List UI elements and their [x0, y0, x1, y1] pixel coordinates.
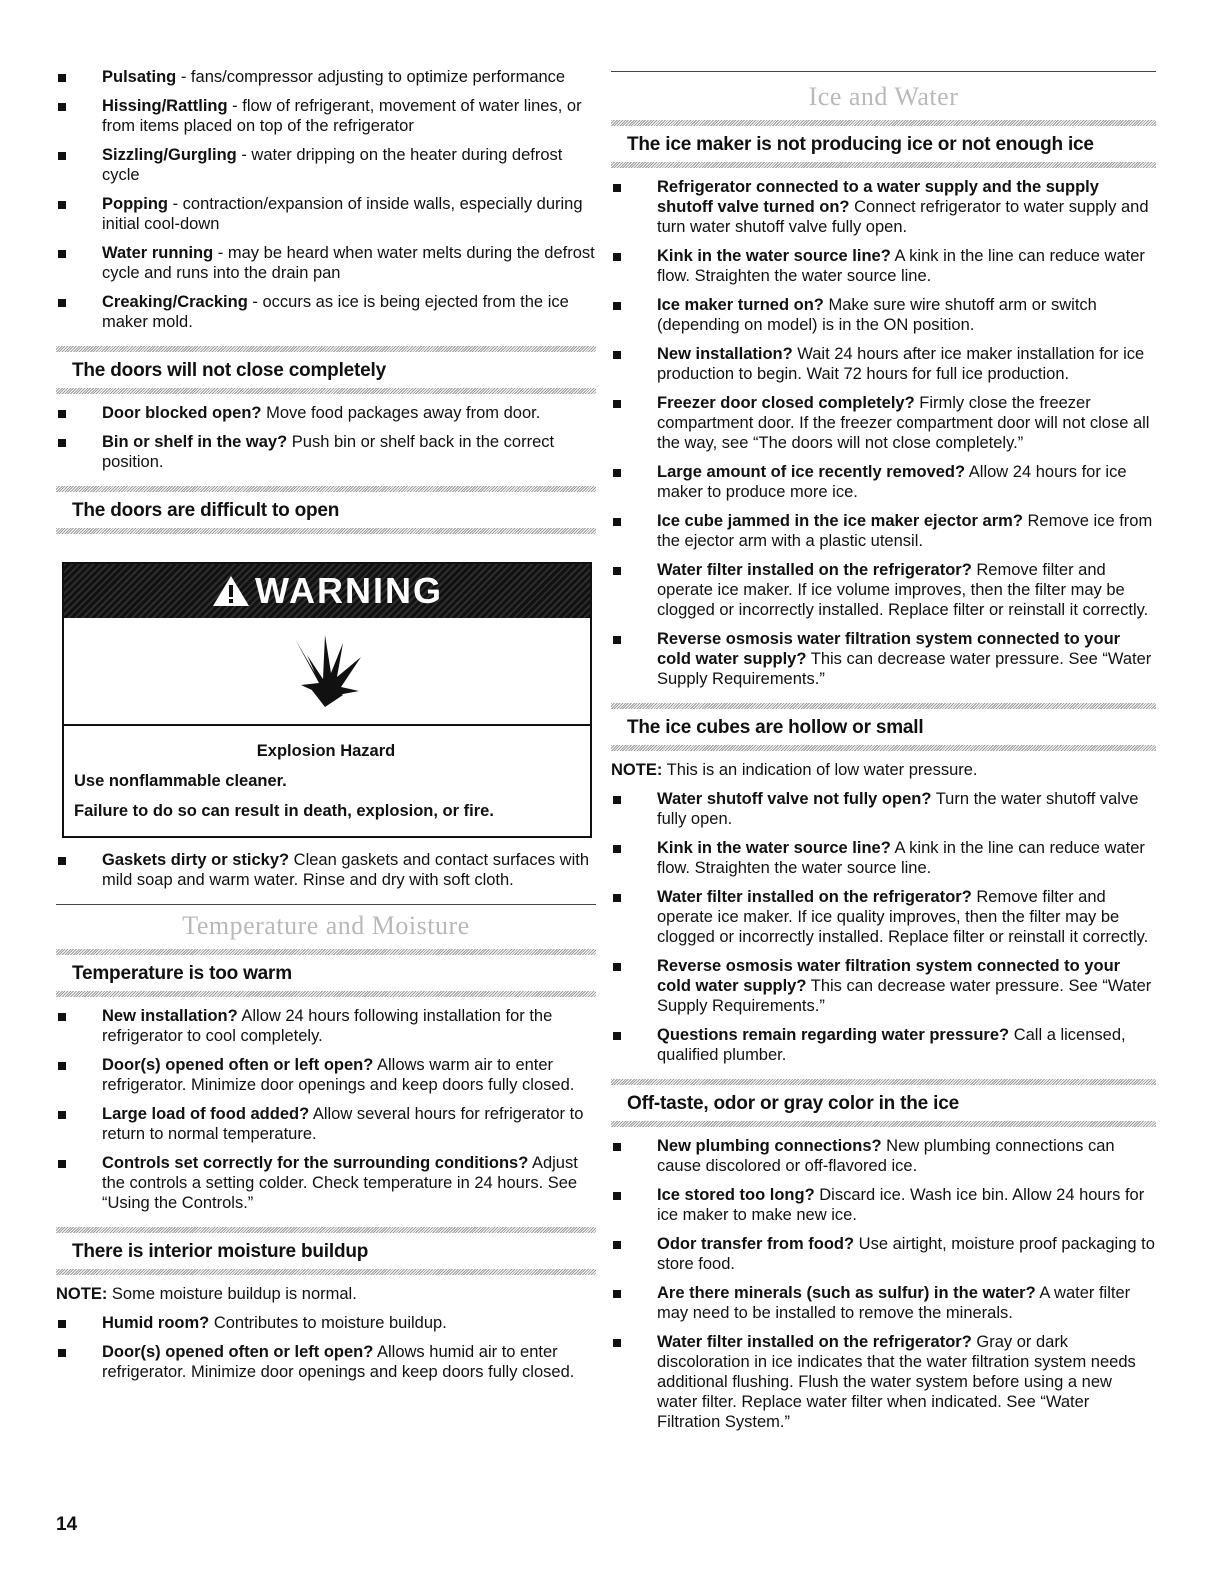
section-heading: Temperature is too warm — [72, 963, 292, 984]
bullet-icon — [58, 74, 66, 82]
bullet-icon — [613, 253, 621, 261]
item-question: Are there minerals (such as sulfur) in the water? — [657, 1284, 1036, 1302]
item-answer: - contraction/expansion of inside walls, especially during initial cool-down — [102, 195, 583, 233]
bullet-icon — [613, 1143, 621, 1151]
bullet-icon — [58, 103, 66, 111]
section-heading: Off-taste, odor or gray color in the ice — [627, 1093, 959, 1114]
warning-body — [64, 726, 590, 836]
section-heading: The doors are difficult to open — [72, 500, 340, 521]
list-item — [611, 295, 1156, 335]
item-question: Door(s) opened often or left open? — [102, 1056, 374, 1074]
list-item — [611, 629, 1156, 689]
doors-open-list — [56, 850, 596, 890]
item-question: Questions remain regarding water pressure? — [657, 1026, 1010, 1044]
list-item — [56, 1104, 596, 1144]
bullet-icon — [58, 1320, 66, 1328]
item-question: Humid room? — [102, 1314, 210, 1332]
not-producing-list — [611, 177, 1156, 689]
section-header-not-producing — [611, 120, 1156, 168]
item-question: Reverse osmosis water filtration system connected to your cold water supply? — [657, 957, 1121, 995]
list-item — [56, 1006, 596, 1046]
right-column — [611, 71, 1156, 1441]
section-header-doors-open — [56, 486, 596, 534]
item-answer: Allows warm air to enter refrigerator. Minimize door openings and keep doors fully closed. — [102, 1056, 575, 1094]
note-label: NOTE: — [611, 761, 663, 779]
list-item — [611, 177, 1156, 237]
bullet-icon — [58, 439, 66, 447]
section-header-off-taste — [611, 1079, 1156, 1127]
bullet-icon — [58, 1062, 66, 1070]
bullet-icon — [613, 636, 621, 644]
hollow-note — [611, 760, 1156, 780]
list-item — [56, 1313, 596, 1333]
list-item — [56, 1055, 596, 1095]
item-question: Controls set correctly for the surrounding conditions? — [102, 1154, 529, 1172]
noise-list — [56, 67, 596, 332]
item-answer: - may be heard when water melts during the defrost cycle and runs into the drain pan — [102, 244, 595, 282]
item-answer: Firmly close the freezer compartment door. If the freezer compartment door will not close all the way, see “The doors will not close completely.” — [657, 394, 1150, 452]
item-question: Popping — [102, 195, 168, 213]
item-answer: Gray or dark discoloration in ice indicates that the water filtration system needs additional flushing. Flush the water system before using a new water filter. Replace water filter when indicated. See “Water Filtration System.” — [657, 1333, 1136, 1431]
item-answer: Connect refrigerator to water supply and turn water shutoff valve fully open. — [657, 198, 1149, 236]
section-title-ice-water: Ice and Water — [808, 82, 959, 111]
moisture-list — [56, 1313, 596, 1382]
section-header-hollow — [611, 703, 1156, 751]
item-answer: - fans/compressor adjusting to optimize performance — [176, 68, 566, 86]
list-item — [56, 1153, 596, 1213]
list-item — [56, 432, 596, 472]
item-question: Pulsating — [102, 68, 177, 86]
note-label: NOTE: — [56, 1285, 108, 1303]
item-answer: - flow of refrigerant, movement of water lines, or from items placed on top of the refrigerator — [102, 97, 582, 135]
bullet-icon — [58, 1349, 66, 1357]
bullet-icon — [58, 1013, 66, 1021]
item-question: Gaskets dirty or sticky? — [102, 851, 290, 869]
moisture-note — [56, 1284, 596, 1304]
item-question: Sizzling/Gurgling — [102, 146, 237, 164]
item-question: Water filter installed on the refrigerator? — [657, 888, 972, 906]
item-answer: Call a licensed, qualified plumber. — [657, 1026, 1126, 1064]
section-header-too-warm — [56, 949, 596, 997]
warning-banner — [64, 564, 590, 618]
item-answer: Push bin or shelf back in the correct position. — [102, 433, 555, 471]
item-question: Hissing/Rattling — [102, 97, 228, 115]
warning-title: WARNING — [255, 570, 443, 611]
list-item — [611, 1283, 1156, 1323]
page-number: 14 — [56, 1514, 78, 1535]
explosion-hazard-icon — [64, 618, 590, 726]
item-question: Reverse osmosis water filtration system connected to your cold water supply? — [657, 630, 1121, 668]
section-heading: The ice cubes are hollow or small — [627, 717, 924, 738]
item-question: Water shutoff valve not fully open? — [657, 790, 932, 808]
item-question: Ice stored too long? — [657, 1186, 815, 1204]
list-item — [611, 462, 1156, 502]
item-answer: Make sure wire shutoff arm or switch (depending on model) is in the ON position. — [657, 296, 1097, 334]
bullet-icon — [58, 1111, 66, 1119]
list-item — [56, 194, 596, 234]
list-item — [611, 956, 1156, 1016]
item-question: Kink in the water source line? — [657, 839, 891, 857]
item-answer: Adjust the controls a setting colder. Check temperature in 24 hours. See “Using the Controls.” — [102, 1154, 578, 1212]
item-question: Door(s) opened often or left open? — [102, 1343, 374, 1361]
list-item — [56, 850, 596, 890]
bullet-icon — [613, 1032, 621, 1040]
item-answer: Wait 24 hours after ice maker installation for ice production to begin. Wait 72 hours for full ice production. — [657, 345, 1145, 383]
item-answer: - occurs as ice is being ejected from the ice maker mold. — [102, 293, 569, 331]
item-answer: Remove filter and operate ice maker. If ice volume improves, then the filter may be clogged or incorrectly installed. Replace filter or reinstall it correctly. — [657, 561, 1149, 619]
bullet-icon — [613, 1290, 621, 1298]
bullet-icon — [613, 796, 621, 804]
list-item — [56, 403, 596, 423]
bullet-icon — [613, 1241, 621, 1249]
section-header-doors-close — [56, 346, 596, 394]
item-answer: This can decrease water pressure. See “Water Supply Requirements.” — [657, 977, 1152, 1015]
bullet-icon — [613, 1192, 621, 1200]
item-answer: A water filter may need to be installed to remove the minerals. — [657, 1284, 1131, 1322]
section-heading: The ice maker is not producing ice or not enough ice — [627, 134, 1094, 155]
too-warm-list — [56, 1006, 596, 1213]
note-text: This is an indication of low water pressure. — [662, 761, 978, 779]
bullet-icon — [613, 1339, 621, 1347]
item-answer: Allow 24 hours for ice maker to produce more ice. — [657, 463, 1127, 501]
item-answer: This can decrease water pressure. See “Water Supply Requirements.” — [657, 650, 1152, 688]
list-item — [611, 560, 1156, 620]
item-answer: Move food packages away from door. — [261, 404, 541, 422]
item-question: Ice cube jammed in the ice maker ejector arm? — [657, 512, 1023, 530]
list-item — [56, 1342, 596, 1382]
item-answer: Turn the water shutoff valve fully open. — [657, 790, 1139, 828]
section-title-temperature: Temperature and Moisture — [182, 911, 470, 940]
warning-box — [62, 562, 592, 838]
list-item — [56, 145, 596, 185]
list-item — [611, 393, 1156, 453]
bullet-icon — [613, 351, 621, 359]
bullet-icon — [613, 518, 621, 526]
bullet-icon — [613, 894, 621, 902]
item-answer: Use airtight, moisture proof packaging to store food. — [657, 1235, 1155, 1273]
warning-consequence: Failure to do so can result in death, explosion, or fire. — [74, 802, 494, 820]
list-item — [611, 511, 1156, 551]
list-item — [56, 67, 596, 87]
warning-instruction: Use nonflammable cleaner. — [74, 772, 287, 790]
list-item — [611, 838, 1156, 878]
item-question: New installation? — [657, 345, 793, 363]
item-question: Door blocked open? — [102, 404, 262, 422]
bullet-icon — [58, 250, 66, 258]
left-column — [56, 67, 596, 1391]
item-question: Refrigerator connected to a water supply and the supply shutoff valve turned on? — [657, 178, 1099, 216]
bullet-icon — [58, 1160, 66, 1168]
hazard-title: Explosion Hazard — [256, 742, 396, 760]
section-heading: The doors will not close completely — [72, 360, 386, 381]
item-question: Creaking/Cracking — [102, 293, 248, 311]
bullet-icon — [613, 469, 621, 477]
item-answer: Allow 24 hours following installation for the refrigerator to cool completely. — [102, 1007, 553, 1045]
bullet-icon — [613, 963, 621, 971]
item-answer: Discard ice. Wash ice bin. Allow 24 hours for ice maker to make new ice. — [657, 1186, 1145, 1224]
item-question: New plumbing connections? — [657, 1137, 882, 1155]
item-question: Freezer door closed completely? — [657, 394, 915, 412]
note-text: Some moisture buildup is normal. — [107, 1285, 357, 1303]
list-item — [611, 1025, 1156, 1065]
item-question: Kink in the water source line? — [657, 247, 891, 265]
list-item — [611, 789, 1156, 829]
bullet-icon — [613, 184, 621, 192]
item-answer: A kink in the line can reduce water flow. Straighten the water source line. — [657, 839, 1145, 877]
list-item — [56, 243, 596, 283]
bullet-icon — [58, 152, 66, 160]
list-item — [56, 292, 596, 332]
item-answer: Allows humid air to enter refrigerator. Minimize door openings and keep doors fully closed. — [102, 1343, 575, 1381]
item-answer: Clean gaskets and contact surfaces with mild soap and warm water. Rinse and dry with soft cloth. — [102, 851, 590, 889]
item-answer: Contributes to moisture buildup. — [209, 1314, 447, 1332]
alert-triangle-icon — [211, 574, 251, 608]
bullet-icon — [58, 857, 66, 865]
list-item — [611, 1136, 1156, 1176]
item-answer: Remove ice from the ejector arm with a plastic utensil. — [657, 512, 1153, 550]
item-answer: - water dripping on the heater during defrost cycle — [102, 146, 563, 184]
item-question: Odor transfer from food? — [657, 1235, 855, 1253]
section-header-moisture — [56, 1227, 596, 1275]
item-question: Large amount of ice recently removed? — [657, 463, 966, 481]
bullet-icon — [58, 410, 66, 418]
item-question: New installation? — [102, 1007, 238, 1025]
item-question: Large load of food added? — [102, 1105, 310, 1123]
bullet-icon — [613, 400, 621, 408]
bullet-icon — [613, 845, 621, 853]
bullet-icon — [58, 201, 66, 209]
list-item — [611, 344, 1156, 384]
doors-close-list — [56, 403, 596, 472]
list-item — [56, 96, 596, 136]
item-answer: New plumbing connections can cause discolored or off-flavored ice. — [657, 1137, 1115, 1175]
item-question: Ice maker turned on? — [657, 296, 824, 314]
list-item — [611, 1234, 1156, 1274]
bullet-icon — [613, 567, 621, 575]
list-item — [611, 1332, 1156, 1432]
list-item — [611, 887, 1156, 947]
item-question: Bin or shelf in the way? — [102, 433, 288, 451]
list-item — [611, 246, 1156, 286]
bullet-icon — [613, 302, 621, 310]
list-item — [611, 1185, 1156, 1225]
off-taste-list — [611, 1136, 1156, 1432]
item-answer: Allow several hours for refrigerator to return to normal temperature. — [102, 1105, 584, 1143]
bullet-icon — [58, 299, 66, 307]
hollow-list — [611, 789, 1156, 1065]
item-answer: Remove filter and operate ice maker. If ice quality improves, then the filter may be clogged or incorrectly installed. Replace filter or reinstall it correctly. — [657, 888, 1149, 946]
item-question: Water filter installed on the refrigerator? — [657, 1333, 972, 1351]
item-answer: A kink in the line can reduce water flow. Straighten the water source line. — [657, 247, 1145, 285]
section-heading: There is interior moisture buildup — [72, 1241, 369, 1262]
item-question: Water filter installed on the refrigerator? — [657, 561, 972, 579]
item-question: Water running — [102, 244, 214, 262]
